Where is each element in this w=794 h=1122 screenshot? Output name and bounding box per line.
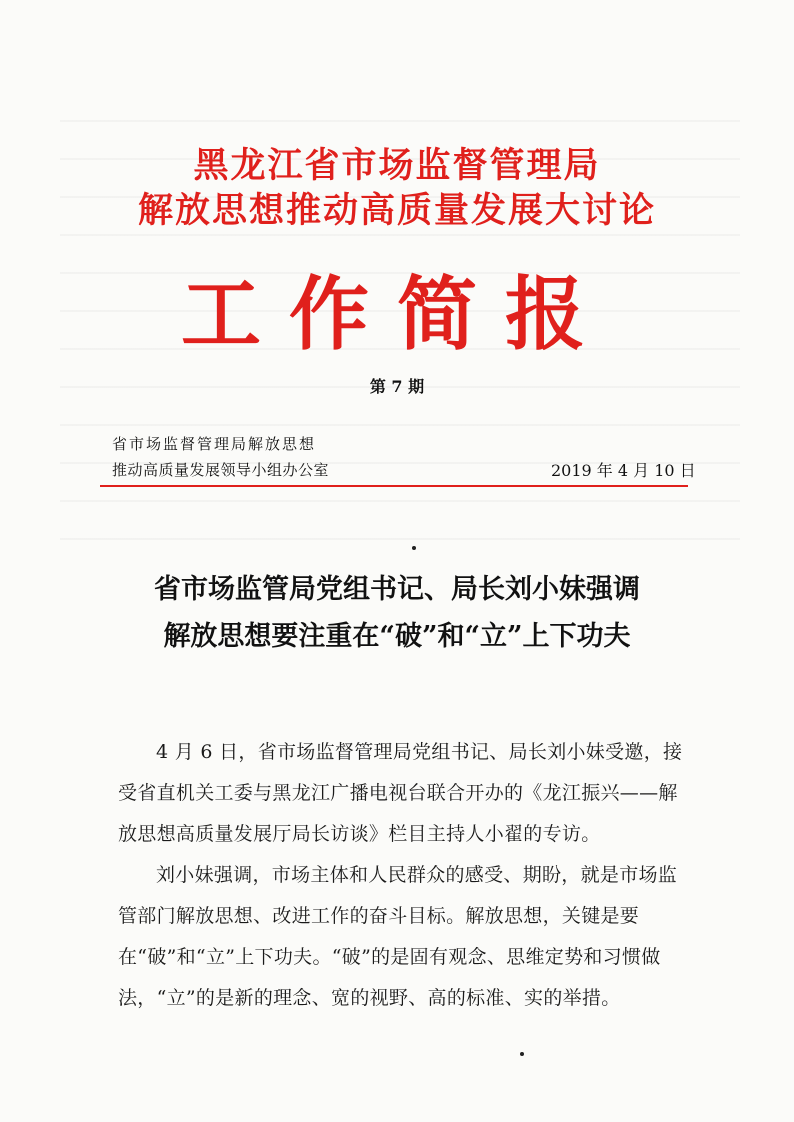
paragraph: 4 月 6 日，省市场监督管理局党组书记、局长刘小妹受邀，接受省直机关工委与黑龙江广播电视台联合开办的《龙江振兴——解放思想高质量发展厅局长访谈》栏目主持人小翟的专访。	[118, 741, 683, 845]
masthead-campaign: 解放思想推动高质量发展大讨论	[137, 190, 656, 231]
issue-number: 第 7 期	[369, 377, 425, 396]
issuer-line-2: 推动高质量发展领导小组办公室	[112, 461, 330, 479]
masthead-title: 工作简报	[181, 267, 613, 361]
article-title-line-2: 解放思想要注重在“破”和“立”上下功夫	[163, 621, 631, 652]
paragraph: 刘小妹强调，市场主体和人民群众的感受、期盼，就是市场监管部门解放思想、改进工作的奋斗目标。解放思想，关键是要在“破”和“立”上下功夫。“破”的是固有观念、思维定势和习惯做法，“立”的是新的理念、宽的视野、高的标准、实的举措。	[118, 864, 678, 1009]
article-body	[118, 732, 693, 1019]
masthead-agency: 黑龙江省市场监督管理局	[193, 145, 601, 186]
scan-speck	[520, 1052, 524, 1056]
scan-speck	[412, 546, 416, 550]
article-title-line-1: 省市场监管局党组书记、局长刘小妹强调	[154, 574, 640, 605]
issue-date: 2019 年 4 月 10 日	[551, 461, 696, 480]
issuer-line-1: 省市场监督管理局解放思想	[112, 435, 317, 453]
red-divider	[100, 485, 688, 487]
